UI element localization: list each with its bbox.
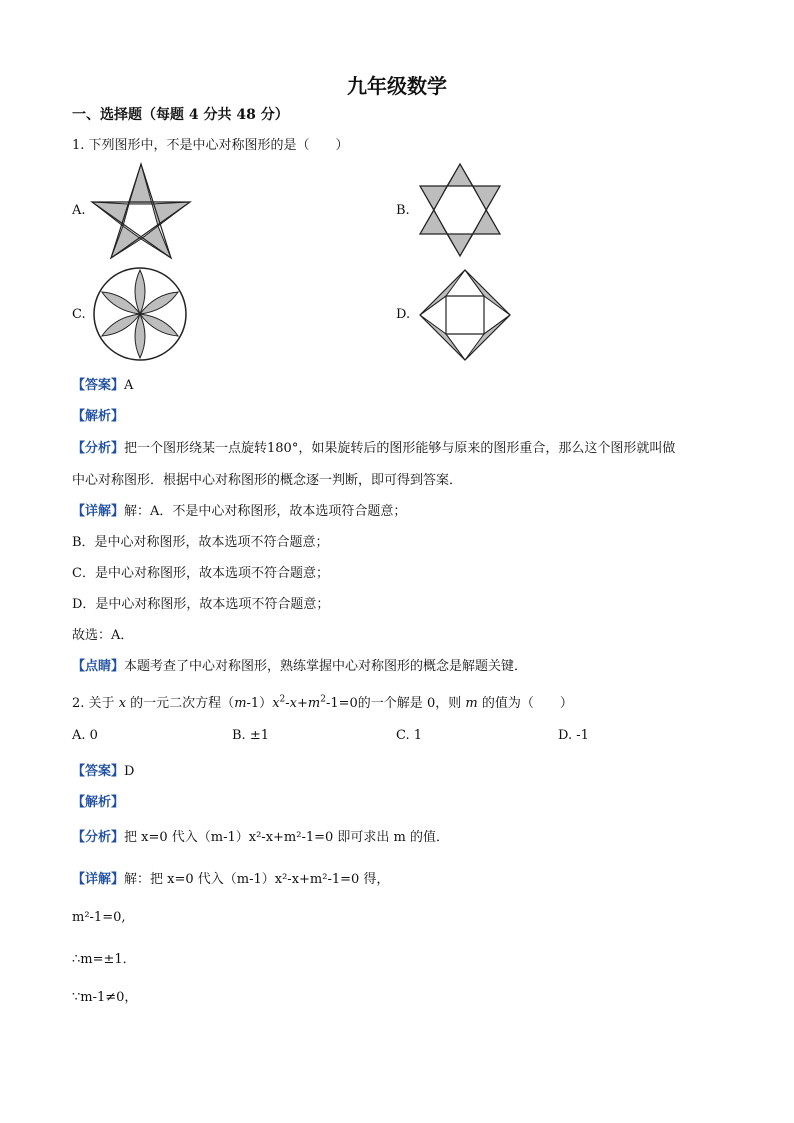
stem-part: 2. 关于 xyxy=(72,696,115,711)
stem-part: + xyxy=(297,696,308,711)
var-m: m xyxy=(307,696,321,711)
var-x: x xyxy=(272,696,280,711)
jiexi-tag: 【解析】 xyxy=(72,409,125,424)
detail-tag: 【详解】 xyxy=(72,504,125,519)
section-heading: 一、选择题（每题 4 分共 48 分） xyxy=(72,107,289,123)
q2-step-3: ∵m-1≠0， xyxy=(72,990,138,1005)
jiexi-tag: 【解析】 xyxy=(72,795,125,810)
q2-option-b: B. ±1 xyxy=(232,728,269,743)
stem-part: 的值为（ ） xyxy=(481,696,573,711)
q1-analysis-line1 xyxy=(72,437,675,456)
stem-part: -1） xyxy=(246,696,273,711)
comment-tag: 【点睛】 xyxy=(72,659,125,674)
q1-stem: 1. 下列图形中，不是中心对称图形的是（ ） xyxy=(72,138,349,153)
stem-part: 的一元二次方程（ xyxy=(130,696,235,711)
answer-tag: 【答案】 xyxy=(72,764,125,779)
q1-comment xyxy=(72,655,527,674)
flower-in-circle-icon xyxy=(92,266,188,362)
q2-stem xyxy=(72,692,573,711)
q2-answer xyxy=(72,760,134,779)
detail-text: 解：把 x=0 代入（m-1）x²-x+m²-1=0 得， xyxy=(124,872,390,887)
exponent: 2 xyxy=(320,694,326,705)
q2-jiexi xyxy=(72,791,124,810)
q1-answer xyxy=(72,374,133,393)
q1-jiexi xyxy=(72,405,124,424)
answer-value: D xyxy=(124,764,135,779)
q1-detail-line4: D．是中心对称图形，故本选项不符合题意； xyxy=(72,597,330,612)
analysis-tag: 【分析】 xyxy=(72,830,125,845)
q1-option-d-label: D. xyxy=(396,307,411,322)
stem-part: -1=0的一个解是 0，则 xyxy=(325,696,462,711)
analysis-text: 把一个图形绕某一点旋转180°，如果旋转后的图形能够与原来的图形重合，那么这个图形就叫做 xyxy=(124,441,676,456)
exponent: 2 xyxy=(279,694,286,705)
q2-step-1: m²-1=0, xyxy=(72,910,126,925)
var-m: m xyxy=(234,696,247,711)
answer-value: A xyxy=(124,378,134,393)
q1-option-a-label: A. xyxy=(72,203,86,218)
q1-analysis-line2: 中心对称图形．根据中心对称图形的概念逐一判断，即可得到答案． xyxy=(72,473,463,488)
q1-option-c-label: C. xyxy=(72,307,86,322)
q2-detail xyxy=(72,868,389,887)
comment-text: 本题考查了中心对称图形，熟练掌握中心对称图形的概念是解题关键． xyxy=(124,659,528,674)
analysis-tag: 【分析】 xyxy=(72,441,125,456)
square-pinwheel-icon xyxy=(418,268,512,362)
q1-detail-line3: C．是中心对称图形，故本选项不符合题意； xyxy=(72,566,329,581)
detail-text: 解：A．不是中心对称图形，故本选项符合题意； xyxy=(124,504,407,519)
q1-detail-line2: B．是中心对称图形，故本选项不符合题意； xyxy=(72,535,329,550)
q2-step-2: ∴m=±1． xyxy=(72,952,136,967)
q1-detail-line1 xyxy=(72,500,406,519)
q2-analysis xyxy=(72,826,449,845)
hexagram-icon xyxy=(418,162,502,258)
q2-option-a: A. 0 xyxy=(72,728,98,743)
stem-part: - xyxy=(285,696,290,711)
var-x: x xyxy=(289,696,298,711)
analysis-text: 把 x=0 代入（m-1）x²-x+m²-1=0 即可求出 m 的值． xyxy=(124,830,450,845)
q1-conclusion: 故选：A． xyxy=(72,628,134,643)
q1-option-b-label: B. xyxy=(396,203,410,218)
var-m: m xyxy=(465,696,478,711)
answer-tag: 【答案】 xyxy=(72,378,125,393)
var-x: x xyxy=(118,696,127,711)
page-title: 九年级数学 xyxy=(347,74,447,98)
q2-option-d: D. -1 xyxy=(558,728,589,743)
five-point-star-icon xyxy=(90,162,192,260)
detail-tag: 【详解】 xyxy=(72,872,125,887)
q2-option-c: C. 1 xyxy=(396,728,423,743)
